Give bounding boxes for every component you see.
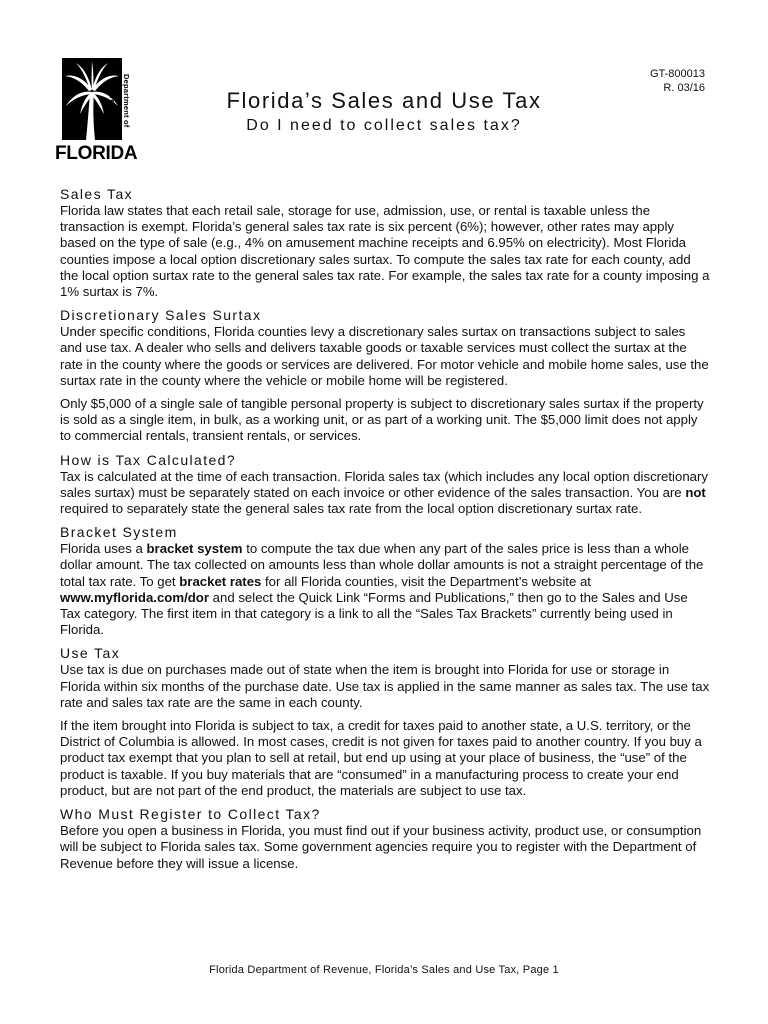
emphasis-text: bracket rates (179, 573, 262, 589)
form-revision: R. 03/16 (663, 82, 705, 94)
section-paragraph: Under specific conditions, Florida counties levy a discretionary sales surtax on transactions subject to sales and use tax. A dealer who sells and delivers taxable goods or taxable services must collect the surtax at the rate in the county where the goods or services are delivered. For motor vehicle and mobile home sales, use the surtax rate in the county where the vehicle or mobile home will be registered. (60, 324, 709, 388)
section-paragraph: Before you open a business in Florida, you must find out if your business activity, product use, or consumption will be subject to Florida sales tax. Some government agencies require you to register with the Department of Revenue before they will issue a license. (60, 823, 702, 871)
section (60, 186, 710, 300)
section (60, 452, 710, 518)
section-paragraph: Florida law states that each retail sale, storage for use, admission, use, or rental is taxable unless the transaction is exempt. Florida’s general sales tax rate is six percent (6%); however, other rates may apply based on the type of sale (e.g., 4% on amusement machine receipts and 6.95% on electricity). Most Florida counties impose a local option discretionary sales surtax. To compute the sales tax rate for each county, add the local option surtax rate to the general sales tax rate. For example, the sales tax rate for a county imposing a 1% surtax is 7%. (60, 203, 710, 300)
emphasis-text: not (685, 484, 706, 500)
logo-state-text: FLORIDA (55, 143, 138, 164)
section-heading: Discretionary Sales Surtax (60, 307, 262, 324)
section-heading: Use Tax (60, 645, 121, 662)
section (60, 806, 710, 872)
section-heading: Who Must Register to Collect Tax? (60, 806, 321, 823)
section (60, 307, 710, 444)
section-paragraph: Tax is calculated at the time of each transaction. Florida sales tax (which includes any local option discretionary sales surtax) must be separately stated on each invoice or other evidence of the sales transaction. You are not required to separately state the general sales tax rate from the local option discretionary surtax rate. (60, 468, 708, 517)
section-paragraph: Use tax is due on purchases made out of state when the item is brought into Florida for use or storage in Florida within six months of the purchase date. Use tax is applied in the same manner as sales tax. The use tax rate and sales tax rate are the same in each county. (60, 662, 710, 710)
section-heading: Sales Tax (60, 186, 134, 202)
section-paragraph: Only $5,000 of a single sale of tangible personal property is subject to discretionary sales surtax if the property is sold as a single item, in bulk, as a working unit, or as part of a working unit. The $5,000 limit does not apply to commercial rentals, transient rentals, or services. (60, 396, 704, 444)
section (60, 645, 710, 799)
document-body (60, 186, 710, 879)
section-paragraph: Florida uses a bracket system to compute the tax due when any part of the sales price is less than a whole dollar amount. The tax collected on amounts less than whole dollar amounts is not a straight percentage of the total tax rate. To get bracket rates for all Florida counties, visit the Department’s website at www.myflorida.com/dor and select the Quick Link “Forms and Publications,” then go to the Sales and Use Tax category. The first item in that category is a link to all the “Sales Tax Brackets” currently being used in Florida. (60, 541, 704, 638)
section-heading: Bracket System (60, 524, 178, 541)
emphasis-text: www.myflorida.com/dor (60, 589, 209, 605)
section (60, 524, 710, 638)
section-heading: How is Tax Calculated? (60, 451, 237, 468)
section-paragraph: If the item brought into Florida is subject to tax, a credit for taxes paid to another state, a U.S. territory, or the District of Columbia is allowed. In most cases, credit is not given for taxes paid to another country. If you buy a product tax exempt that you plan to sell at retail, but end up using at your place of business, the “use” of the product is taxable. If you buy materials that are “consumed” in a manufacturing process to create your end product, but are not part of the end product, the materials are subject to use tax. (60, 718, 702, 798)
emphasis-text: bracket system (146, 541, 243, 557)
document-subtitle: Do I need to collect sales tax? (246, 117, 522, 134)
logo-vertical-text: Department of Revenue (108, 74, 131, 128)
form-code: GT-800013 (649, 68, 705, 80)
page-footer: Florida Department of Revenue, Florida’s Sales and Use Tax, Page 1 (209, 964, 559, 976)
document-title: Florida’s Sales and Use Tax (226, 88, 542, 113)
